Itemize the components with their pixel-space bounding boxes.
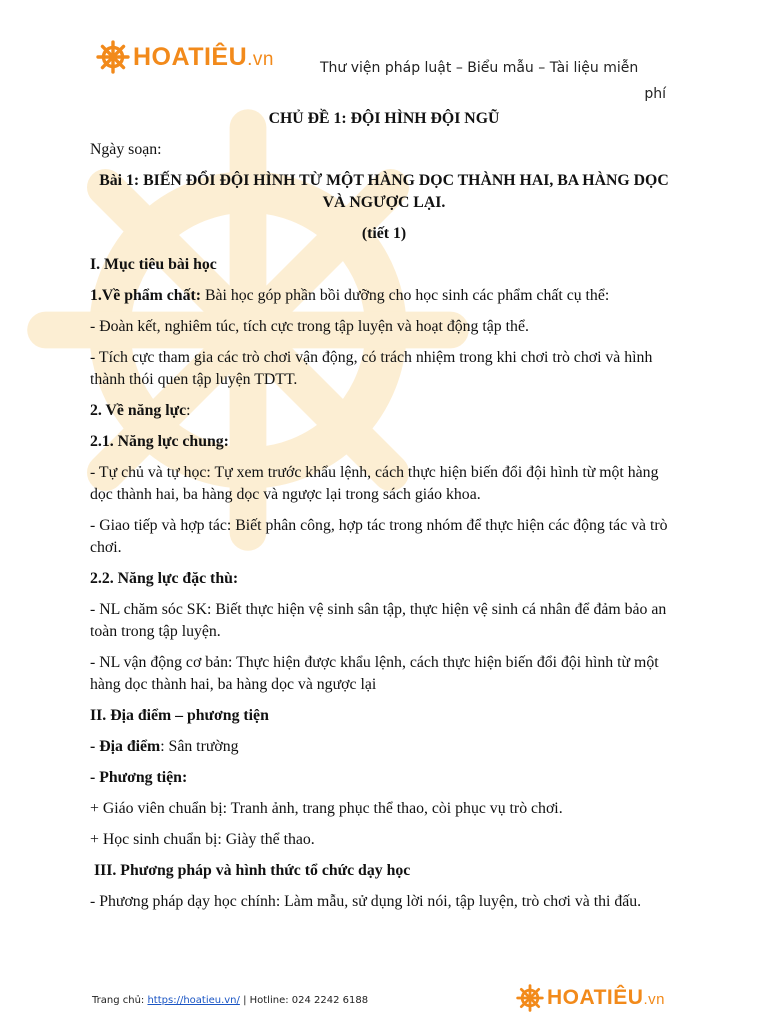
list-item: - Đoàn kết, nghiêm túc, tích cực trong tập luyện và hoạt động tập thể. [90, 318, 529, 335]
footer-brand-name: HOATIÊU.vn [547, 986, 665, 1009]
place-line [90, 736, 678, 758]
section-1-2-label: 2. Về năng lực [90, 402, 187, 419]
list-item: - Tự chủ và tự học: Tự xem trước khẩu lệnh, cách thực hiện biến đổi đội hình từ một hàng dọc thành hai, ba hàng dọc và ngược lại trong sách giáo khoa. [90, 464, 659, 503]
equipment-label: - Phương tiện: [90, 769, 188, 786]
section-2-heading: II. Địa điểm – phương tiện [90, 707, 269, 724]
list-item: - Phương pháp dạy học chính: Làm mẫu, sử dụng lời nói, tập luyện, trò chơi và thi đấu. [90, 893, 642, 910]
list-item: - NL chăm sóc SK: Biết thực hiện vệ sinh sân tập, thực hiện vệ sinh cá nhân để đảm bảo an toàn trong tập luyện. [90, 601, 667, 640]
list-item: - Giao tiếp và hợp tác: Biết phân công, hợp tác trong nhóm để thực hiện các động tác và trò chơi. [90, 517, 668, 556]
ship-wheel-icon [96, 40, 130, 74]
place-label: - Địa điểm [90, 738, 161, 755]
tagline-line-2: phí [644, 86, 666, 102]
list-item: + Học sinh chuẩn bị: Giày thể thao. [90, 831, 315, 848]
tagline-line-1: Thư viện pháp luật – Biểu mẫu – Tài liệu miễn [320, 60, 639, 76]
section-1-1-text: Bài học góp phần bồi dưỡng cho học sinh các phẩm chất cụ thể: [201, 287, 610, 304]
list-item: - NL vận động cơ bản: Thực hiện được khẩu lệnh, cách thực hiện biến đổi đội hình từ một hàng dọc thành hai, ba hàng dọc và ngược lại [90, 654, 659, 693]
period-label: (tiết 1) [361, 225, 407, 242]
footer-hotline: | Hotline: 024 2242 6188 [239, 995, 369, 1006]
brand-logo[interactable] [96, 40, 274, 74]
footer-brand-logo[interactable] [516, 984, 665, 1012]
section-2-2-heading: 2.2. Năng lực đặc thù: [90, 570, 239, 587]
footer-home-label: Trang chủ: [92, 995, 148, 1006]
section-1-2-heading [90, 400, 678, 422]
section-1-1-paragraph [90, 285, 678, 307]
lesson-title: Bài 1: BIẾN ĐỔI ĐỘI HÌNH TỪ MỘT HÀNG DỌC THÀNH HAI, BA HÀNG DỌC VÀ NGƯỢC LẠI. [99, 172, 669, 211]
list-item: + Giáo viên chuẩn bị: Tranh ảnh, trang phục thể thao, còi phục vụ trò chơi. [90, 800, 563, 817]
section-1-heading: I. Mục tiêu bài học [90, 256, 217, 273]
section-1-1-label: 1.Về phẩm chất: [90, 287, 202, 304]
section-2-1-heading: 2.1. Năng lực chung: [90, 433, 229, 450]
topic-title: CHỦ ĐỀ 1: ĐỘI HÌNH ĐỘI NGŨ [268, 110, 500, 127]
document-body [90, 108, 678, 913]
page-footer [92, 995, 368, 1006]
brand-name: HOATIÊU.vn [133, 42, 275, 71]
section-3-heading: III. Phương pháp và hình thức tổ chức dạy học [90, 862, 411, 879]
list-item: - Tích cực tham gia các trò chơi vận động, có trách nhiệm trong khi chơi trò chơi và hình thành thói quen tập luyện TDTT. [90, 349, 653, 388]
ship-wheel-icon [516, 984, 544, 1012]
footer-home-link[interactable]: https://hoatieu.vn/ [147, 995, 240, 1006]
header-tagline [320, 55, 666, 107]
place-text: : Sân trường [160, 738, 239, 755]
section-1-2-colon: : [186, 402, 191, 419]
date-label: Ngày soạn: [90, 141, 162, 158]
